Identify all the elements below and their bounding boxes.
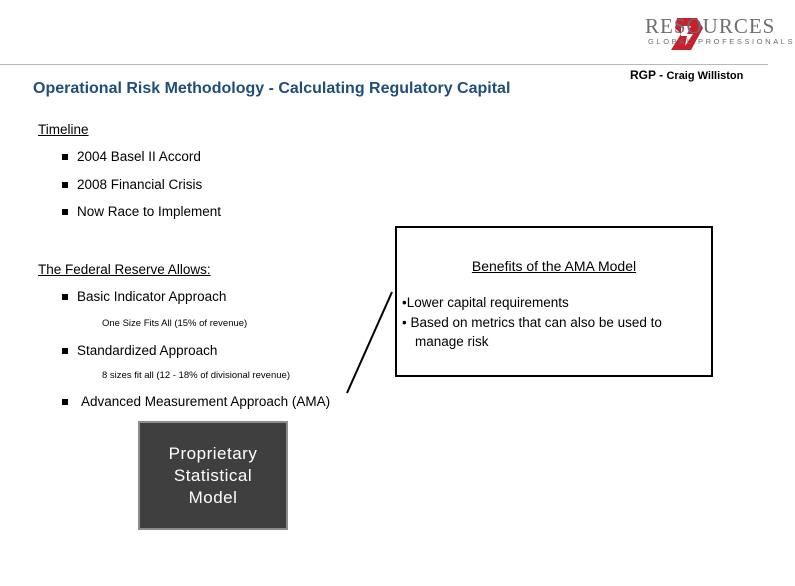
slide-title: Operational Risk Methodology - Calculating Regulatory Capital: [33, 80, 511, 97]
approach-note: One Size Fits All (15% of revenue): [102, 318, 248, 329]
approach-note: 8 sizes fit all (12 - 18% of divisional revenue): [102, 370, 290, 381]
timeline-item-label: Now Race to Implement: [77, 204, 222, 219]
timeline-heading: Timeline: [38, 122, 89, 137]
benefits-title: Benefits of the AMA Model: [471, 258, 637, 274]
brand-tagline: GLOBAL PROFESSIONALS: [648, 37, 795, 46]
timeline-item-label: 2004 Basel II Accord: [77, 149, 201, 164]
approach-label: Standardized Approach: [77, 343, 218, 358]
brand-wordmark: RESOURCES: [645, 14, 776, 38]
model-label: Proprietary Statistical Model: [168, 443, 258, 507]
presenter-name: Craig Williston: [666, 70, 744, 82]
timeline-item-label: 2008 Financial Crisis: [77, 177, 203, 192]
benefit-line: •Lower capital requirements: [402, 295, 569, 310]
approach-label: Advanced Measurement Approach (AMA): [81, 394, 331, 409]
benefit-line: • Based on metrics that can also be used to: [402, 315, 662, 330]
presenter-prefix: RGP -: [630, 68, 664, 82]
proprietary-model-box: [138, 421, 288, 530]
benefit-line: manage risk: [415, 334, 489, 349]
fed-heading: The Federal Reserve Allows:: [38, 262, 211, 277]
approach-label: Basic Indicator Approach: [77, 289, 227, 304]
